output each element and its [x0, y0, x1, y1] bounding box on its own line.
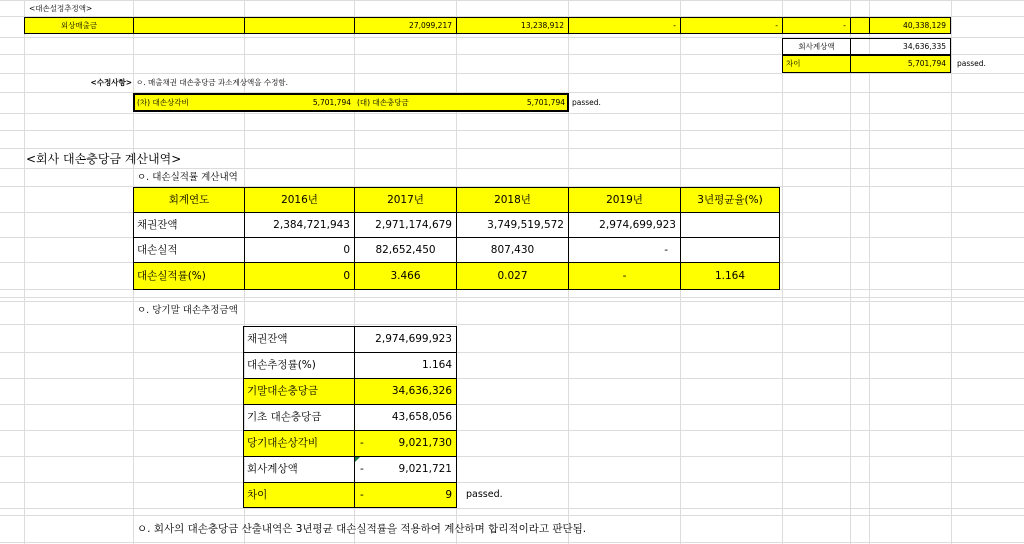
estimate-row-label[interactable]: 회사계상액 [243, 456, 355, 483]
receivable-label-cell[interactable]: 외상매출금 [24, 17, 134, 34]
receivable-cell-1[interactable] [133, 17, 245, 34]
estimate-row-label[interactable]: 대손추정률(%) [243, 352, 355, 379]
estimate-row-label[interactable]: 기초 대손충당금 [243, 404, 355, 431]
minus-sign: - [360, 437, 364, 449]
debit-label: (차) 대손상각비 [137, 98, 189, 107]
minus-sign: - [360, 489, 364, 501]
loss-row-cell[interactable]: 3,749,519,572 [456, 212, 569, 238]
loss-rate-average-cell[interactable]: 1.164 [680, 262, 780, 290]
grid-row-line [0, 482, 1024, 483]
grid-row-line [0, 148, 1024, 149]
loss-rate-subtitle: ㅇ. 대손실적률 계산내역 [137, 172, 238, 183]
grid-column-line [869, 0, 870, 544]
loss-table-header-2019[interactable]: 2019년 [568, 187, 681, 213]
section-title: <회사 대손충당금 계산내역> [26, 152, 182, 166]
loss-row-cell[interactable]: 807,430 [456, 237, 569, 263]
top-section-label: <대손설정추정액> [29, 4, 93, 13]
conclusion-text: ㅇ. 회사의 대손충당금 산출내역은 3년평균 대손실적률을 적용하여 계산하며 합리적이라고 판단됨. [137, 523, 587, 535]
estimate-subtitle: ㅇ. 당기말 대손추정금액 [137, 305, 238, 316]
loss-row-cell[interactable]: - [568, 237, 681, 263]
loss-row-cell[interactable]: 0 [244, 237, 355, 263]
loss-rate-cell[interactable]: 0.027 [456, 262, 569, 290]
estimate-row-value[interactable]: 2,974,699,923 [354, 326, 457, 353]
grid-row-line [0, 324, 1024, 325]
credit-label: (대) 대손충당금 [357, 98, 409, 107]
estimate-value-text: 9 [445, 489, 452, 501]
company-amount-label[interactable]: 회사계상액 [782, 38, 851, 55]
receivable-cell-4[interactable]: 13,238,912 [456, 17, 569, 34]
loss-row-label[interactable]: 채권잔액 [133, 212, 245, 238]
loss-table-header-2016[interactable]: 2016년 [244, 187, 355, 213]
estimate-row-label[interactable]: 기말대손충당금 [243, 378, 355, 405]
journal-entry-box[interactable] [133, 93, 569, 112]
estimate-row-value[interactable]: 34,636,326 [354, 378, 457, 405]
top-diff-value[interactable]: 5,701,794 [850, 55, 951, 73]
estimate-row-label[interactable]: 당기대손상각비 [243, 430, 355, 457]
grid-row-line [0, 168, 1024, 169]
loss-rate-cell[interactable]: 0 [244, 262, 355, 290]
receivable-cell-8[interactable] [850, 17, 870, 34]
estimate-passed-text: passed. [466, 489, 503, 500]
grid-column-line [782, 0, 783, 544]
loss-row-cell[interactable] [680, 237, 780, 263]
grid-row-line [0, 542, 1024, 543]
loss-row-label[interactable]: 대손실적 [133, 237, 245, 263]
grid-row-line [0, 378, 1024, 379]
minus-sign: - [360, 463, 364, 475]
loss-table-header-2017[interactable]: 2017년 [354, 187, 457, 213]
estimate-row-value[interactable] [354, 456, 457, 483]
top-passed-text: passed. [957, 59, 986, 68]
loss-table-header-year[interactable]: 회계연도 [133, 187, 245, 213]
grid-row-line [0, 352, 1024, 353]
grid-row-line [0, 301, 1024, 302]
grid-row-line [0, 456, 1024, 457]
receivable-cell-5[interactable]: - [568, 17, 681, 34]
loss-table-header-avg[interactable]: 3년평균율(%) [680, 187, 780, 213]
estimate-diff-label[interactable]: 차이 [243, 482, 355, 508]
grid-row-line [0, 515, 1024, 516]
company-amount-value[interactable]: 34,636,335 [850, 38, 951, 55]
receivable-cell-2[interactable] [244, 17, 355, 34]
grid-row-line [0, 0, 1024, 1]
grid-column-line [850, 0, 851, 544]
loss-row-cell[interactable]: 82,652,450 [354, 237, 457, 263]
loss-table-header-2018[interactable]: 2018년 [456, 187, 569, 213]
estimate-diff-value[interactable] [354, 482, 457, 508]
loss-rate-row-label[interactable]: 대손실적률(%) [133, 262, 245, 290]
top-diff-label[interactable]: 차이 [782, 55, 851, 73]
estimate-row-value[interactable]: 1.164 [354, 352, 457, 379]
correction-label: <수정사항> [90, 78, 132, 87]
estimate-value-text: 9,021,721 [398, 463, 452, 475]
grid-row-line [0, 508, 1024, 509]
loss-row-cell[interactable] [680, 212, 780, 238]
receivable-cell-3[interactable]: 27,099,217 [354, 17, 457, 34]
receivable-total-cell[interactable]: 40,338,129 [869, 17, 951, 34]
grid-row-line [0, 430, 1024, 431]
grid-row-line [0, 404, 1024, 405]
receivable-cell-6[interactable]: - [680, 17, 783, 34]
loss-rate-cell[interactable]: 3.466 [354, 262, 457, 290]
loss-row-cell[interactable]: 2,974,699,923 [568, 212, 681, 238]
correction-passed-text: passed. [572, 98, 601, 107]
estimate-row-value[interactable] [354, 430, 457, 457]
grid-row-line [0, 130, 1024, 131]
correction-text: ㅇ. 매출채권 대손충당금 과소계상액을 수정함. [136, 78, 288, 87]
grid-column-line [24, 0, 25, 544]
receivable-cell-7[interactable]: - [782, 17, 851, 34]
grid-column-line [951, 0, 952, 544]
grid-row-line [0, 113, 1024, 114]
estimate-row-value[interactable]: 43,658,056 [354, 404, 457, 431]
estimate-value-text: 9,021,730 [398, 437, 452, 449]
grid-row-line [0, 297, 1024, 298]
estimate-row-label[interactable]: 채권잔액 [243, 326, 355, 353]
loss-rate-cell[interactable]: - [568, 262, 681, 290]
credit-value: 5,701,794 [526, 98, 565, 107]
loss-row-cell[interactable]: 2,971,174,679 [354, 212, 457, 238]
loss-row-cell[interactable]: 2,384,721,943 [244, 212, 355, 238]
grid-row-line [0, 73, 1024, 74]
debit-value: 5,701,794 [312, 98, 351, 107]
